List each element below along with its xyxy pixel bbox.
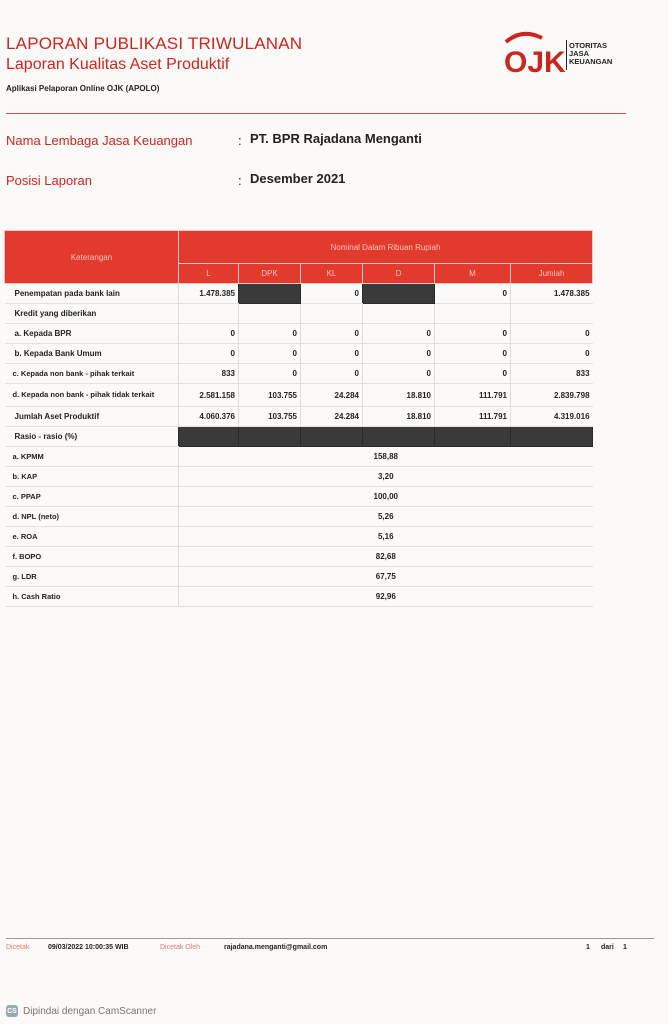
- table-row: [5, 407, 593, 427]
- ratio-value: 5,26: [179, 507, 593, 527]
- row-label: Kredit yang diberikan: [5, 304, 179, 324]
- row-label: Penempatan pada bank lain: [5, 284, 179, 304]
- ratio-value: 82,68: [179, 547, 593, 567]
- cell-m: 0: [435, 324, 511, 344]
- page-total: 1: [623, 944, 627, 951]
- page-of: dari: [601, 944, 614, 951]
- ratio-label: d. NPL (neto): [5, 507, 179, 527]
- cell-jumlah: 0: [511, 344, 593, 364]
- col-l: L: [179, 264, 239, 284]
- cell-d: 18.810: [363, 407, 435, 427]
- table-row: [5, 364, 593, 384]
- cell-l: 0: [179, 344, 239, 364]
- ojk-logo: [502, 28, 642, 80]
- cell-dpk: 0: [239, 364, 301, 384]
- cell-d: 0: [363, 344, 435, 364]
- ratio-label: b. KAP: [5, 467, 179, 487]
- col-keterangan: Keterangan: [5, 231, 179, 284]
- footer-divider: [6, 938, 654, 939]
- cell-l: 2.581.158: [179, 384, 239, 407]
- ratio-row: [5, 567, 593, 587]
- cell-jumlah: 1.478.385: [511, 284, 593, 304]
- period-colon: :: [238, 173, 242, 188]
- table-row: [5, 344, 593, 364]
- cell-jumlah: 2.839.798: [511, 384, 593, 407]
- ratio-value: 5,16: [179, 527, 593, 547]
- cell-kl: 0: [301, 364, 363, 384]
- table-row: [5, 384, 593, 407]
- printed-by-label: Dicetak Oleh: [160, 944, 201, 951]
- ratio-label: g. LDR: [5, 567, 179, 587]
- logo-line-1: OTORITAS: [569, 41, 608, 50]
- ratio-header-row: [5, 427, 593, 447]
- row-label: b. Kepada Bank Umum: [5, 344, 179, 364]
- ratio-row: [5, 547, 593, 567]
- ratio-label: h. Cash Ratio: [5, 587, 179, 607]
- table-row: [5, 324, 593, 344]
- cell-l: 1.478.385: [179, 284, 239, 304]
- col-m: M: [435, 264, 511, 284]
- table-row: [5, 304, 593, 324]
- cell-m: 0: [435, 284, 511, 304]
- printed-by-email: rajadana.menganti@gmail.com: [224, 944, 328, 951]
- period-label: Posisi Laporan: [6, 173, 92, 188]
- cell-l: 4.060.376: [179, 407, 239, 427]
- cell-kl: 0: [301, 344, 363, 364]
- ojk-logo-icon: [502, 28, 568, 78]
- row-label: Jumlah Aset Produktif: [5, 407, 179, 427]
- scanner-text: Dipindai dengan CamScanner: [23, 1005, 157, 1017]
- cell-m: 111.791: [435, 384, 511, 407]
- cell-dpk: 0: [239, 344, 301, 364]
- cell-kl: 24.284: [301, 384, 363, 407]
- period-value: Desember 2021: [250, 171, 346, 186]
- col-dpk: DPK: [239, 264, 301, 284]
- ratio-value: 100,00: [179, 487, 593, 507]
- ratio-row: [5, 587, 593, 607]
- ratio-label: a. KPMM: [5, 447, 179, 467]
- cell-kl: 0: [301, 284, 363, 304]
- logo-mark: OJK: [504, 46, 566, 78]
- cell-m: 0: [435, 344, 511, 364]
- camscanner-icon: CS: [6, 1005, 18, 1017]
- header-divider: [6, 113, 626, 114]
- table-row: [5, 284, 593, 304]
- report-title: LAPORAN PUBLIKASI TRIWULANAN: [6, 34, 303, 53]
- ratio-value: 92,96: [179, 587, 593, 607]
- ratio-header: Rasio - rasio (%): [5, 427, 179, 447]
- app-name: Aplikasi Pelaporan Online OJK (APOLO): [6, 84, 160, 93]
- ratio-label: f. BOPO: [5, 547, 179, 567]
- ratio-row: [5, 507, 593, 527]
- cell-dpk: 103.755: [239, 384, 301, 407]
- cell-dpk: 103.755: [239, 407, 301, 427]
- row-label: c. Kepada non bank - pihak terkait: [5, 364, 179, 384]
- ratio-row: [5, 467, 593, 487]
- col-kl: KL: [301, 264, 363, 284]
- cell-l: 0: [179, 324, 239, 344]
- col-d: D: [363, 264, 435, 284]
- report-subtitle: Laporan Kualitas Aset Produktif: [6, 56, 230, 73]
- cell-m: 111.791: [435, 407, 511, 427]
- cell-jumlah: 833: [511, 364, 593, 384]
- row-label: d. Kepada non bank - pihak tidak terkait: [5, 384, 179, 407]
- cell-kl: 24.284: [301, 407, 363, 427]
- cell-d: 0: [363, 324, 435, 344]
- col-group-header: Nominal Dalam Ribuan Rupiah: [179, 231, 593, 264]
- scanner-watermark: [6, 1005, 156, 1017]
- institution-colon: :: [238, 133, 242, 148]
- cell-l: 833: [179, 364, 239, 384]
- ratio-value: 67,75: [179, 567, 593, 587]
- cell-d: 18.810: [363, 384, 435, 407]
- cell-dpk-blocked: [239, 284, 301, 304]
- ratio-row: [5, 487, 593, 507]
- ratio-label: c. PPAP: [5, 487, 179, 507]
- row-label: a. Kepada BPR: [5, 324, 179, 344]
- logo-line-3: KEUANGAN: [569, 57, 613, 66]
- cell-d-blocked: [363, 284, 435, 304]
- print-timestamp: 09/03/2022 10:00:35 WIB: [48, 944, 129, 951]
- printed-label: Dicetak: [6, 944, 30, 951]
- cell-jumlah: 0: [511, 324, 593, 344]
- logo-text: [569, 42, 612, 66]
- cell-jumlah: 4.319.016: [511, 407, 593, 427]
- ratio-row: [5, 447, 593, 467]
- ratio-label: e. ROA: [5, 527, 179, 547]
- ratio-row: [5, 527, 593, 547]
- cell-kl: 0: [301, 324, 363, 344]
- institution-label: Nama Lembaga Jasa Keuangan: [6, 133, 193, 148]
- logo-line-2: JASA: [569, 49, 590, 58]
- institution-value: PT. BPR Rajadana Menganti: [250, 131, 422, 146]
- col-jumlah: Jumlah: [511, 264, 593, 284]
- ratio-value: 158,88: [179, 447, 593, 467]
- cell-dpk: 0: [239, 324, 301, 344]
- page-number: 1: [586, 944, 590, 951]
- ratio-value: 3,20: [179, 467, 593, 487]
- cell-d: 0: [363, 364, 435, 384]
- cell-m: 0: [435, 364, 511, 384]
- asset-quality-table: [4, 230, 593, 607]
